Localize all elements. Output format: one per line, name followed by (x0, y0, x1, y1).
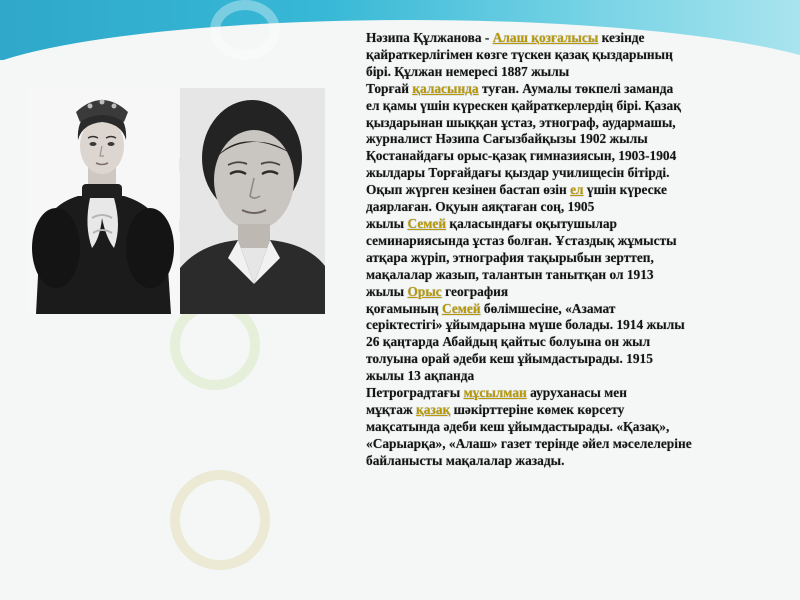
hyperlink[interactable]: Семей (442, 300, 481, 316)
text-line (366, 368, 798, 385)
text-line (366, 30, 798, 47)
text-segment: қаласындағы оқытушылар (446, 215, 617, 231)
text-segment: география (441, 283, 509, 299)
text-segment: үшін күреске (583, 182, 667, 198)
text-line (366, 98, 798, 115)
text-line (366, 165, 798, 182)
text-segment: Қостанайдағы орыс-қазақ гимназиясын, 1903-1904 (366, 148, 677, 164)
hyperlink[interactable]: Алаш қозғалысы (492, 30, 599, 45)
text-line (366, 216, 798, 233)
text-segment: бірі. Құлжан немересі 1887 жылы (366, 63, 570, 79)
hyperlink[interactable]: мұсылман (463, 385, 527, 401)
text-segment: шәкірттеріне көмек көрсету (450, 401, 625, 417)
text-line (366, 64, 798, 81)
text-segment: туған. Аумалы төкпелі заманда (478, 80, 674, 96)
text-segment: қайраткерлігімен көзге түскен қазақ қыздарының (366, 46, 673, 62)
portrait-young-woman (26, 88, 179, 314)
text-line (366, 182, 798, 199)
text-segment: байланысты мақалалар жазады. (366, 452, 565, 468)
text-line (366, 419, 798, 436)
text-segment: ел қамы үшін күрескен қайраткерлердің бірі. Қазақ (366, 97, 681, 113)
text-line (366, 351, 798, 368)
text-line (366, 453, 798, 470)
text-line (366, 250, 798, 267)
text-segment: «Сарыарқа», «Алаш» газет терінде әйел мәселелеріне (366, 435, 692, 451)
hyperlink[interactable]: Орыс (407, 283, 442, 299)
text-segment: жылдары Торғайдағы қыздар училищесін бітірді. (366, 165, 670, 181)
hyperlink[interactable]: қаласында (412, 80, 479, 96)
background-swirl (210, 0, 280, 60)
text-segment: серіктестігі» ұйымдарына мүше болады. 1914 жылы (366, 317, 685, 333)
portrait-older-woman (180, 88, 325, 314)
text-segment: даярлаған. Оқуын аяқтаған соң, 1905 (366, 199, 595, 215)
text-line (366, 131, 798, 148)
text-segment: семинариясында ұстаз болған. Ұстаздық жұмысты (366, 232, 677, 248)
text-segment: мұқтаж (366, 401, 417, 417)
text-segment: жылы 13 ақпанда (366, 368, 475, 384)
text-segment: мақсатында әдеби кеш ұйымдастырады. «Қазақ», (366, 418, 670, 434)
hyperlink[interactable]: Семей (407, 215, 447, 231)
biography-text (366, 30, 798, 470)
text-segment: кезінде (598, 30, 645, 45)
text-line (366, 199, 798, 216)
text-line (366, 148, 798, 165)
text-segment: қоғамының (366, 300, 442, 316)
text-segment: 26 қаңтарда Абайдың қайтыс болуына он жыл (366, 334, 651, 350)
text-segment: қыздарынан шыққан ұстаз, этнограф, аудармашы, (366, 114, 676, 130)
text-line (366, 233, 798, 250)
hyperlink[interactable]: қазақ (416, 401, 451, 417)
text-segment: бөлімшесіне, «Азамат (480, 300, 616, 316)
text-line (366, 402, 798, 419)
hyperlink[interactable]: ел (570, 182, 584, 198)
text-line (366, 436, 798, 453)
text-segment: толуына орай әдеби кеш ұйымдастырады. 1915 (366, 351, 653, 367)
text-line (366, 284, 798, 301)
text-segment: журналист Нәзипа Сағызбайқызы 1902 жылы (366, 131, 648, 147)
text-segment: жылы (366, 215, 408, 231)
text-segment: Петроградтағы (366, 385, 464, 401)
text-segment: Оқып жүрген кезінен бастап өзін (366, 182, 571, 198)
text-segment: мақалалар жазып, талантын танытқан ол 1913 (366, 266, 654, 282)
text-line (366, 81, 798, 98)
text-segment: ауруханасы мен (526, 385, 627, 401)
text-line (366, 301, 798, 318)
text-segment: атқара жүріп, этнография тақырыбын зерттеп, (366, 249, 654, 265)
text-line (366, 385, 798, 402)
text-line (366, 47, 798, 64)
text-line (366, 334, 798, 351)
text-segment: жылы (366, 283, 408, 299)
text-line (366, 267, 798, 284)
text-segment: Нәзипа Құлжанова - (366, 30, 493, 45)
background-swirl (170, 470, 270, 570)
text-line (366, 115, 798, 132)
text-line (366, 317, 798, 334)
text-segment: Торғай (366, 80, 413, 96)
